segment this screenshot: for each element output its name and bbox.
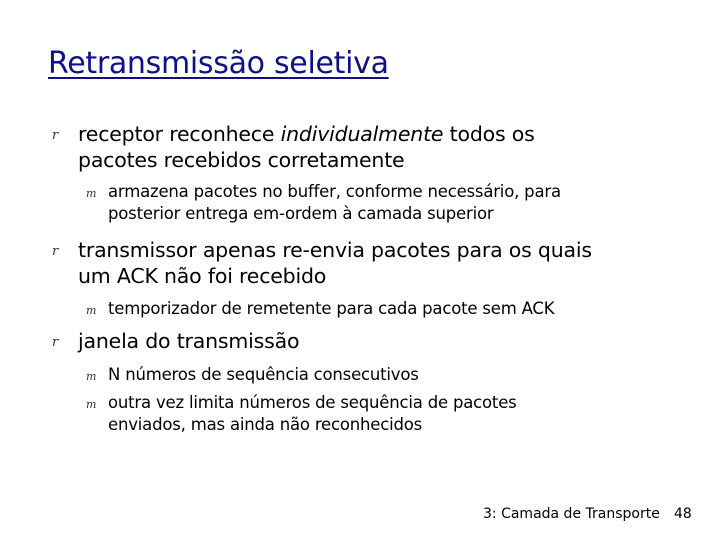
bullet-item-2: transmissor apenas re-envia pacotes para os quais um ACK não foi recebido bbox=[78, 238, 592, 288]
sub-bullet-icon: m bbox=[86, 398, 97, 411]
sub-bullet-item: N números de sequência consecutivos bbox=[108, 365, 419, 384]
sub-bullet-icon: m bbox=[86, 370, 97, 383]
sub-bullet-item: temporizador de remetente para cada pacote sem ACK bbox=[108, 299, 555, 318]
sub-bullet-item: outra vez limita números de sequência de pacotes enviados, mas ainda não reconhecidos bbox=[108, 393, 517, 434]
footer-chapter: 3: Camada de Transporte bbox=[483, 506, 660, 522]
bullet-icon: r bbox=[52, 244, 59, 259]
sub-bullet-icon: m bbox=[86, 304, 97, 317]
bullet-item-3: janela do transmissão bbox=[78, 329, 300, 353]
bullet-icon: r bbox=[52, 335, 59, 350]
page-number: 48 bbox=[674, 506, 692, 522]
sub-bullet-icon: m bbox=[86, 187, 97, 200]
bullet-item-1: receptor reconhece individualmente todos os pacotes recebidos corretamente bbox=[78, 122, 535, 172]
bullet-icon: r bbox=[52, 128, 59, 143]
page-title: Retransmissão seletiva bbox=[48, 46, 389, 81]
emphasis-text: individualmente bbox=[280, 122, 444, 146]
sub-bullet-item: armazena pacotes no buffer, conforme necessário, para posterior entrega em-ordem à camada superior bbox=[108, 182, 561, 223]
